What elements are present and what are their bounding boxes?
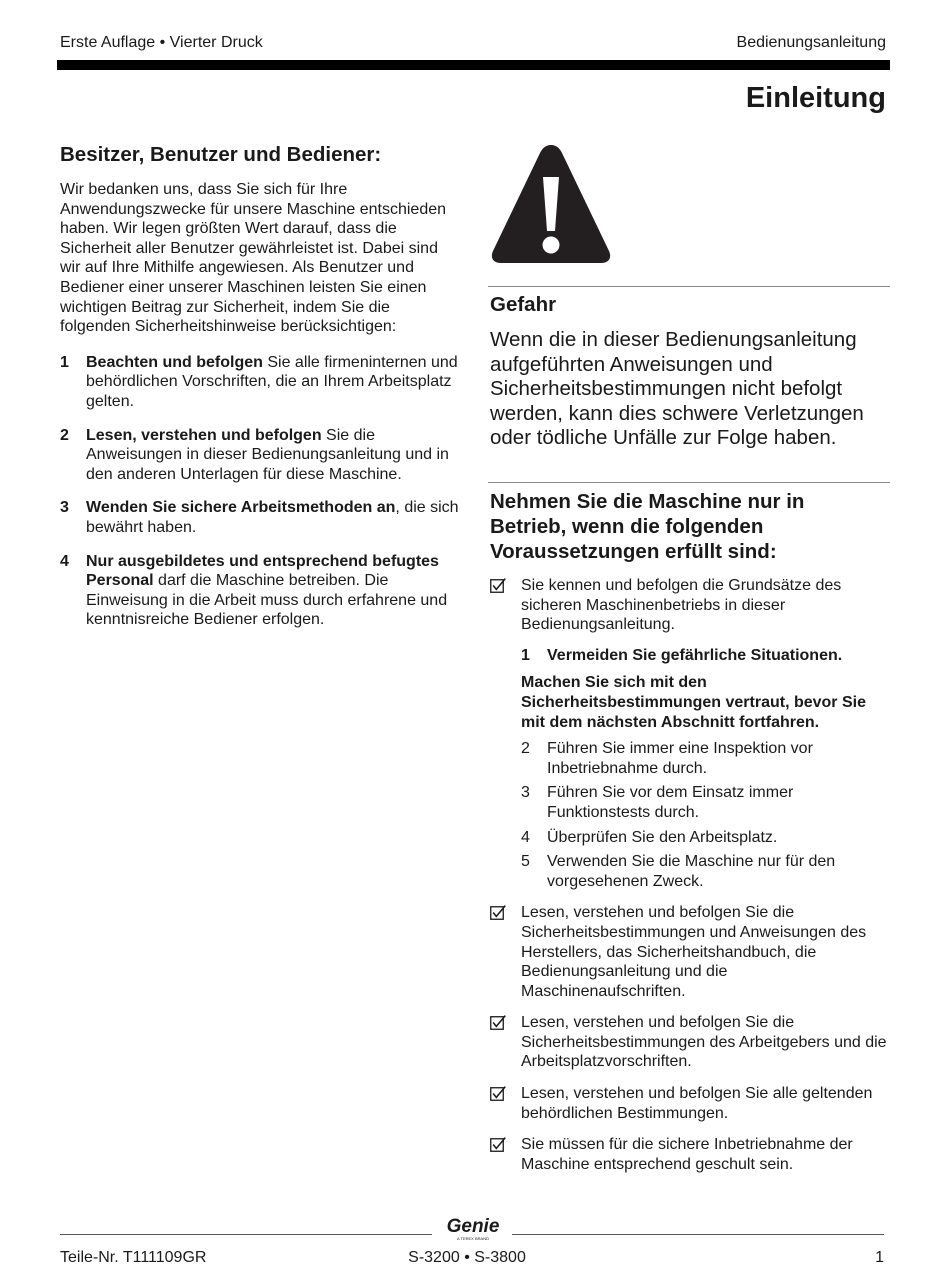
- list-item-number: 2: [60, 426, 69, 444]
- owners-heading: Besitzer, Benutzer und Bediener:: [60, 143, 382, 166]
- step-text: Verwenden Sie die Maschine nur für den vorgesehenen Zweck.: [547, 853, 836, 890]
- step-notice: Machen Sie sich mit den Sicherheitsbestimmungen vertraut, bevor Sie mit dem nächsten Abschnitt fortfahren.: [521, 674, 866, 731]
- list-item-number: 1: [60, 353, 69, 371]
- list-item-text: darf die Maschine betreiben. Die Einweisung in die Arbeit muss durch erfahrene und kenntnisreiche Bediener erfolgen.: [86, 572, 448, 629]
- list-item-bold: Beachten und befolgen: [86, 353, 263, 371]
- step-text: Vermeiden Sie gefährliche Situationen.: [547, 646, 843, 664]
- danger-text: Wenn die in dieser Bedienungsanleitung aufgeführten Anweisungen und Sicherheitsbestimmungen nicht befolgt werden, kann dies schwere Verletzungen oder tödliche Unfälle zur Folge haben.: [490, 328, 864, 449]
- list-item-bold: Wenden Sie sichere Arbeitsmethoden an: [86, 499, 396, 517]
- checklist-item: [490, 576, 890, 891]
- footer-models: S-3200 • S-3800: [408, 1249, 526, 1266]
- list-item: [60, 552, 460, 630]
- checklist-item-text: Sie müssen für die sichere Inbetriebnahme der Maschine entsprechend geschult sein.: [521, 1136, 853, 1173]
- danger-title: Gefahr: [490, 293, 557, 316]
- checklist-item: [490, 1013, 890, 1072]
- checkbox-checked-icon: [490, 1015, 506, 1030]
- step-number: 4: [521, 828, 530, 846]
- footer-rule-right: [512, 1234, 884, 1235]
- step-text: Führen Sie vor dem Einsatz immer Funktionstests durch.: [547, 784, 794, 821]
- footer-rule-left: [60, 1234, 432, 1235]
- header-rule: [57, 60, 890, 70]
- page-number: 1: [875, 1249, 884, 1266]
- checklist-item: [490, 1135, 890, 1174]
- prerequisites-heading: Nehmen Sie die Maschine nur in Betrieb, wenn die folgenden Voraussetzungen erfüllt sind:: [490, 490, 805, 563]
- divider: [488, 482, 890, 483]
- checkbox-checked-icon: [490, 578, 506, 593]
- checkbox-checked-icon: [490, 905, 506, 920]
- left-column: [60, 142, 460, 644]
- checklist-item: [490, 903, 890, 1001]
- checkbox-checked-icon: [490, 1137, 506, 1152]
- step-number: 5: [521, 853, 530, 871]
- list-item: [60, 426, 460, 485]
- checklist-item-text: Lesen, verstehen und befolgen Sie die Sicherheitsbestimmungen und Anweisungen des Herstellers, das Sicherheitshandbuch, die Bedienungsanleitung und die Maschinenaufschriften.: [521, 904, 867, 1000]
- list-item-number: 4: [60, 552, 69, 570]
- step-row: [521, 852, 890, 891]
- list-item-bold: Lesen, verstehen und befolgen: [86, 426, 322, 444]
- genie-logo: [436, 1215, 510, 1243]
- divider: [488, 286, 890, 287]
- footer-part-number: Teile-Nr. T111109GR: [60, 1249, 207, 1266]
- list-item-text: Sie alle firmeninternen und behördlichen Vorschriften, die an Ihrem Arbeitsplatz gelten.: [86, 353, 458, 410]
- list-item: [60, 353, 460, 412]
- prerequisites-checklist: [490, 576, 890, 1186]
- logo-tagline: A TEREX BRAND: [457, 1236, 489, 1241]
- header-edition: Erste Auflage • Vierter Druck: [60, 34, 263, 51]
- checklist-item-text: Lesen, verstehen und befolgen Sie alle geltenden behördlichen Bestimmungen.: [521, 1085, 873, 1122]
- list-item-number: 3: [60, 499, 69, 517]
- step-row: [521, 739, 890, 778]
- step-text: Führen Sie immer eine Inspektion vor Inbetriebnahme durch.: [547, 740, 813, 777]
- logo-wordmark: Genie: [446, 1216, 500, 1237]
- checklist-item-text: Sie kennen und befolgen die Grundsätze des sicheren Maschinenbetriebs in dieser Bedienungsanleitung.: [521, 577, 842, 634]
- list-item-text: Sie die Anweisungen in dieser Bedienungsanleitung und in den anderen Unterlagen für diese Maschine.: [86, 426, 449, 483]
- list-item-text: , die sich bewährt haben.: [86, 499, 459, 536]
- intro-paragraph: Wir bedanken uns, dass Sie sich für Ihre Anwendungszwecke für unsere Maschine entschieden haben. Wir legen größten Wert darauf, dass die Sicherheit aller Benutzer gewährleistet ist. Dabei sind wir auf Ihre Mithilfe angewiesen. Als Benutzer und Bediener einer unserer Maschinen leisten Sie einen wichtigen Beitrag zur Sicherheit, indem Sie die folgenden Sicherheitshinweise berücksichtigen:: [60, 181, 447, 336]
- step-row: [521, 646, 890, 666]
- step-row: [521, 783, 890, 822]
- list-item: [60, 498, 460, 537]
- warning-triangle-icon: [488, 141, 614, 267]
- procedure-steps: [521, 646, 890, 892]
- step-number: 2: [521, 740, 530, 758]
- page-title: Einleitung: [745, 82, 886, 114]
- step-number: 1: [521, 646, 530, 664]
- step-text: Überprüfen Sie den Arbeitsplatz.: [547, 828, 778, 846]
- step-number: 3: [521, 784, 530, 802]
- checklist-item-text: Lesen, verstehen und befolgen Sie die Sicherheitsbestimmungen des Arbeitgebers und die Arbeitsplatzvorschriften.: [521, 1014, 887, 1071]
- safety-list: [60, 353, 460, 630]
- step-row: [521, 828, 890, 848]
- list-item-bold: Nur ausgebildetes und entsprechend befugtes Personal: [86, 552, 439, 590]
- header-doc-type: Bedienungsanleitung: [736, 34, 886, 51]
- checklist-item: [490, 1084, 890, 1123]
- checkbox-checked-icon: [490, 1086, 506, 1101]
